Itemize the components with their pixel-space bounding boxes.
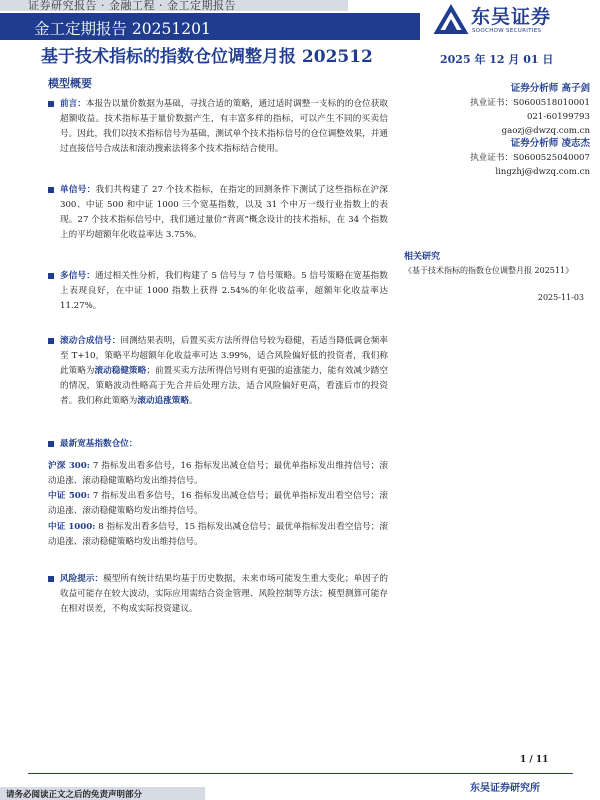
rolling-signal-text-3: 。 — [188, 396, 198, 406]
header-bar — [0, 13, 420, 40]
holding-index-name: 中证 1000: — [48, 522, 96, 532]
disclaimer-bar — [0, 787, 205, 800]
related-research-date: 2025-11-03 — [537, 293, 584, 302]
bullet-icon — [48, 441, 54, 447]
holding-text: 7 指标发出看多信号，16 指标发出减仓信号；最优单指标发出看空信号；滚动追涨、滚动稳健策略均发出维持信号。 — [48, 491, 388, 516]
logo-mark-icon — [433, 2, 469, 38]
analyst-cert: 执业证书：S0600525040007 — [470, 153, 590, 163]
risk-paragraph — [48, 572, 388, 617]
bullet-icon — [48, 576, 54, 582]
risk-label: 风险提示： — [60, 574, 104, 584]
holding-index-name: 中证 500: — [48, 491, 90, 501]
holding-csi1000 — [48, 520, 388, 550]
analyst-card — [425, 82, 590, 138]
report-category: 证券研究报告 · 金融工程 · 金工定期报告 — [28, 0, 236, 12]
rolling-chase-strategy: 滚动追涨策略 — [137, 396, 189, 406]
single-signal-text: 我们共构建了 27 个技术指标，在指定的回测条件下测试了这些指标在沪深 300、中证 500 和中证 1000 三个宽基指数，以及 31 个申万一级行业指数上的表现。27 个技术指标信号中，我们通过量价“背离”概念设计的技术指标，在 34 个指数上的平均超额年化收益率达 3.75%。 — [60, 185, 388, 240]
risk-text: 模型所有统计结果均基于历史数据，未来市场可能发生重大变化；单因子的收益可能存在较大波动，实际应用需结合资金管理、风险控制等方法；模型测算可能存在相对误差，不构成实际投资建议。 — [60, 574, 388, 614]
section-label: 模型概要 — [48, 77, 92, 90]
logo-name: 东吴证券 — [471, 6, 552, 28]
holding-csi500 — [48, 489, 388, 519]
holdings-label-text: 最新宽基指数仓位： — [60, 439, 138, 449]
holding-text: 8 指标发出看多信号，15 指标发出减仓信号；最优单指标发出看空信号；滚动追涨、滚动稳健策略均发出维持信号。 — [48, 522, 388, 547]
bullet-icon — [48, 101, 54, 107]
page-title: 基于技术指标的指数仓位调整月报 202512 — [41, 47, 373, 67]
report-series: 金工定期报告 20251201 — [34, 20, 211, 38]
analyst-email: gaozj@dwzq.com.cn — [501, 126, 590, 136]
institute-name: 东吴证券研究所 — [470, 783, 540, 794]
analyst-email: lingzhj@dwzq.com.cn — [495, 167, 590, 177]
holding-index-name: 沪深 300: — [48, 461, 90, 471]
related-research-title: 相关研究 — [404, 252, 441, 262]
analyst-cert: 执业证书：S0600518010001 — [470, 98, 590, 108]
analyst-phone: 021-60199793 — [526, 112, 590, 122]
rolling-robust-strategy: 滚动稳健策略 — [94, 366, 147, 376]
bullet-icon — [48, 187, 54, 193]
related-research-link[interactable]: 《基于技术指标的指数仓位调整月报 202511》 — [404, 266, 574, 275]
holdings-label — [48, 437, 137, 449]
rolling-signal-label: 滚动合成信号： — [60, 336, 121, 346]
bullet-icon — [48, 273, 54, 279]
rolling-signal-text-2: ；前置买卖方法所得信号则有更强的追涨能力，能有效减少踏空的情况，策略波动性略高于先合并后处理方法，适合风险偏好更高，看涨后市的投资者。我们称此策略为 — [60, 366, 388, 406]
single-signal-paragraph — [48, 183, 388, 243]
multi-signal-label: 多信号： — [60, 271, 95, 281]
holding-text: 7 指标发出看多信号，16 指标发出减仓信号；最优单指标发出维持信号；滚动追涨、滚动稳健策略均发出维持信号。 — [48, 461, 388, 486]
rolling-signal-text-1: 回测结果表明，后置买卖方法所得信号较为稳健，若适当降低调仓频率至 T+10，策略平均超额年化收益率可达 3.99%，适合风险偏好低的投资者，我们称此策略为 — [60, 336, 388, 376]
disclaimer-text: 请务必阅读正文之后的免责声明部分 — [6, 790, 143, 800]
analyst-card — [425, 137, 590, 179]
analyst-role: 证券分析师 高子剑 — [510, 83, 590, 94]
foreword-label: 前言： — [60, 99, 86, 109]
footer-divider — [28, 773, 573, 774]
company-logo — [433, 2, 573, 42]
page-number: 1 / 11 — [520, 755, 549, 765]
multi-signal-text: 通过相关性分析，我们构建了 5 信号与 7 信号策略。5 信号策略在宽基指数上表现良好，在中证 1000 指数上获得 2.54%的年化收益率，超额年化收益率达 11.27%。 — [60, 271, 388, 311]
logo-english: SOOCHOW SECURITIES — [472, 28, 542, 34]
foreword-paragraph — [48, 97, 388, 157]
foreword-text: 本报告以量价数据为基础，寻找合适的策略，通过适时调整一支标的的仓位获取超额收益。技术指标基于量价数据产生，有丰富多样的指标，可以产生不同的买卖信号。因此，我们以技术指标信号为基础，测试单个技术指标信号的仓位调整效果，并通过直接信号合成法和滚动搜索法将多个技术指标结合使用。 — [60, 99, 388, 154]
report-date: 2025 年 12 月 01 日 — [440, 53, 554, 66]
multi-signal-paragraph — [48, 269, 388, 314]
header-strip — [0, 0, 348, 11]
analyst-role: 证券分析师 凌志杰 — [510, 138, 590, 149]
single-signal-label: 单信号： — [60, 185, 96, 195]
bullet-icon — [48, 338, 54, 344]
holding-hs300 — [48, 459, 388, 489]
rolling-signal-paragraph — [48, 334, 388, 409]
